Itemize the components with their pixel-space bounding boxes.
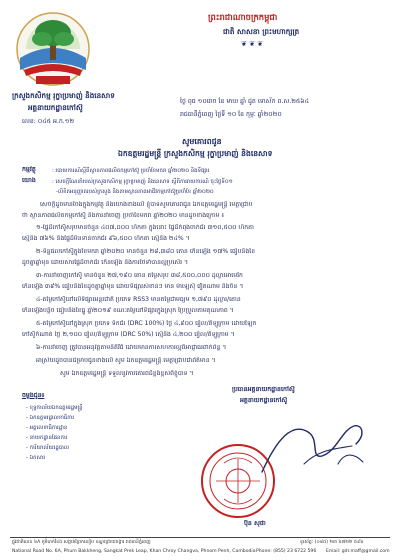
subject-text: : របាយការណ៍ស្តីពីស្ថានភាពផលិតកម្មកៅស៊ូ ប្រចាំខែមករា ឆ្នាំ២០២០ និងទីផ្សារ bbox=[52, 168, 210, 174]
body-line: ៦-ការនាំចេញ ត្រូវបានអនុវត្តតាមនីតិវិធី ដោយមានការសហការល្អពីអាជ្ញាធរពាក់ព័ន្ធ ។ bbox=[36, 344, 227, 351]
body-line: សេចក្តីដូចមានចែងក្នុងកម្មវត្ថុ និងយោងខាងលើ ខ្ញុំបាទសូមគោរពជូន ឯកឧត្តមរដ្ឋមន្ត្រី មេត្តាជ្រាប bbox=[40, 201, 253, 208]
footer-divider bbox=[10, 537, 390, 538]
ministry-logo bbox=[12, 8, 94, 90]
cc-item: - ការិយាល័យរដ្ឋបាល bbox=[26, 445, 70, 451]
body-line: កៅស៊ូកំណាត់ ថ្លៃ ២,១០០ រៀល/គីឡូក្រាម (DRC 50%) ស្មើនឹង ៤,២០០ រៀល/គីឡូក្រាម ។ bbox=[22, 331, 235, 338]
reference-text-1: : សេចក្តីណែនាំរបស់ក្រសួងកសិកម្ម រុក្ខាប្រមាញ់ និងនេសាទ ស្តីពីការរាយការណ៍ ចុះថ្ងៃទី០១ bbox=[52, 179, 233, 185]
department-name: អគ្គនាយកដ្ឋានកៅស៊ូ bbox=[28, 103, 83, 112]
motto-ornament: ❦ ❦ ❦ bbox=[241, 40, 264, 48]
body-line: ១-ផ្ទៃដីកៅស៊ូសរុបមានចំនួន ៤០៧,០០០ ហិកតា ក្នុងនោះ ផ្ទៃដីកំពុងចាក់ជ័រ ៣១០,៥០០ ហិកតា bbox=[36, 224, 254, 231]
cc-item: - អគ្គលេខាធិការដ្ឋាន bbox=[26, 425, 68, 431]
footer-phone-kh: ទូរស័ព្ទ: (០៨៥) ២៣ ៦៧២២ ៥៩៦ bbox=[300, 540, 364, 545]
signatory-name: ប៊ុន សុផា bbox=[244, 520, 266, 527]
reference-label: យោង bbox=[22, 177, 36, 184]
footer-address: National Road No. 6A, Phum Bakkheng, Sangkat Prek Leap, Khan Chroy Changva, Phnom Penh, Cambodia bbox=[12, 549, 256, 554]
cc-item: - ខុទ្ទកាល័យឯកឧត្តមរដ្ឋមន្ត្រី bbox=[26, 405, 83, 411]
body-line: កើនឡើងបន្តិច ធៀបនឹងខែធ្នូ ឆ្នាំ២០១៩ ខណៈតម្លៃនៅទីផ្សារក្នុងស្រុក ប្រែប្រួលតាមគុណភាព ។ bbox=[22, 307, 234, 314]
kingdom-heading: ព្រះរាជាណាចក្រកម្ពុជា bbox=[208, 12, 278, 22]
reference-text-2: -លិខិតអនុញ្ញាតរបស់ក្រសួង និងតាមស្ថានភាពអាជីវកម្មកៅស៊ូប្រចាំខែ ឆ្នាំ២០២០ bbox=[56, 189, 214, 195]
footer-phone: Phone: (855) 23 6722 596 bbox=[256, 549, 317, 554]
national-motto: ជាតិ សាសនា ព្រះមហាក្សត្រ bbox=[223, 27, 300, 36]
handwritten-signature bbox=[252, 404, 372, 490]
lunar-date: ថ្ងៃ ពុធ ១០រោច ខែ មាឃ ឆ្នាំ ជូត ទោស័ក ព.ស.២៥៦៤ bbox=[180, 98, 310, 105]
body-line: ៣-ការនាំចេញកៅស៊ូ មានចំនួន ២៧,១៩០ តោន តម្លៃសរុប ៣៨,៥០០,០០០ ដុល្លារអាមេរិក bbox=[36, 272, 243, 279]
cc-item: - ឯកឧត្តមរដ្ឋលេខាធិការ bbox=[26, 415, 75, 421]
cc-item: - ឯកសារ bbox=[26, 455, 46, 461]
solar-date: រាជធានីភ្នំពេញ ថ្ងៃទី ១០ ខែ កុម្ភៈ ឆ្នាំ២០២០ bbox=[180, 111, 282, 118]
footer-address-kh: ផ្លូវជាតិលេខ ៦A ភូមិបាក់ខែង សង្កាត់ព្រែកលៀប ខណ្ឌជ្រោយចង្វារ រាជធានីភ្នំពេញ bbox=[12, 540, 151, 545]
closing-line: សូម ឯកឧត្តមរដ្ឋមន្ត្រី ទទួលនូវការគោរពដ៏ខ្ពង់ខ្ពស់ពីខ្ញុំបាទ ។ bbox=[60, 370, 194, 377]
subject-label: កម្មវត្ថុ bbox=[22, 166, 36, 173]
recipient: ឯកឧត្តមរដ្ឋមន្ត្រី ក្រសួងកសិកម្ម រុក្ខាប្រមាញ់ និងនេសាទ bbox=[118, 149, 273, 158]
body-line: ២-ទិន្នផលកៅស៊ូក្នុងខែមករា ឆ្នាំ២០២០ មានចំនួន ២៨,៣៨០ តោន កើនឡើង ១៧% ធៀបនឹងខែ bbox=[36, 248, 256, 255]
signatory-department: អគ្គនាយកដ្ឋានកៅស៊ូ bbox=[240, 397, 288, 404]
body-line: អាស្រ័យដូចបានជម្រាបជូនខាងលើ សូម ឯកឧត្តមរដ្ឋមន្ត្រី មេត្តាជ្រាបជាព័ត៌មាន ។ bbox=[36, 357, 216, 364]
body-line: ស្មើនឹង ៧៦% និងផ្ទៃដីមិនទាន់ចាក់ជ័រ ៩៦,៥០០ ហិកតា ស្មើនឹង ២៤% ។ bbox=[22, 235, 190, 242]
signatory-position: ប្រធានអគ្គនាយកដ្ឋានកៅស៊ូ bbox=[232, 386, 295, 393]
body-line: កើនឡើង ៣៩% ធៀបនឹងខែដូចគ្នាឆ្នាំមុន ដោយទីផ្សារសំខាន់ៗ មាន ម៉ាឡេស៊ី វៀតណាម និងចិន ។ bbox=[22, 283, 244, 290]
cc-item: - នាយកដ្ឋានផែនការ bbox=[26, 435, 68, 441]
salutation: សូមគោរពជូន bbox=[182, 137, 222, 146]
body-line: ថា ស្ថានភាពផលិតកម្មកៅស៊ូ និងការនាំចេញ ប្រចាំខែមករា ឆ្នាំ២០២០ មានដូចខាងក្រោម ៖ bbox=[22, 212, 225, 219]
footer-email: Email: gdr.maff@gmail.com bbox=[326, 549, 390, 554]
body-line: ៥-តម្លៃកៅស៊ូនៅក្នុងស្រុក ប្រភេទ ទឹកជ័រ (DRC 100%) ថ្លៃ ៤,៩០០ រៀល/គីឡូក្រាម ដោយឡែក bbox=[36, 320, 257, 327]
cc-title: ចម្លងជូន៖ bbox=[22, 392, 45, 399]
ministry-name: ក្រសួងកសិកម្ម រុក្ខាប្រមាញ់ និងនេសាទ bbox=[12, 91, 115, 100]
body-line: ៤-តម្លៃកៅស៊ូនៅលើទីផ្សារអន្តរជាតិ ប្រភេទ RSS3 មានតម្លៃជាមធ្យម ១,៧៩០ ដុល្លារ/តោន bbox=[36, 296, 241, 303]
reference-number: លេខ: ០៤៥ អ.ក.១២ bbox=[22, 118, 75, 125]
body-line: ដូចគ្នាឆ្នាំមុន ដោយសារផ្ទៃដីចាក់ជ័រ កើនឡើង និងការថែទាំបានល្អប្រសើរ ។ bbox=[22, 259, 189, 266]
